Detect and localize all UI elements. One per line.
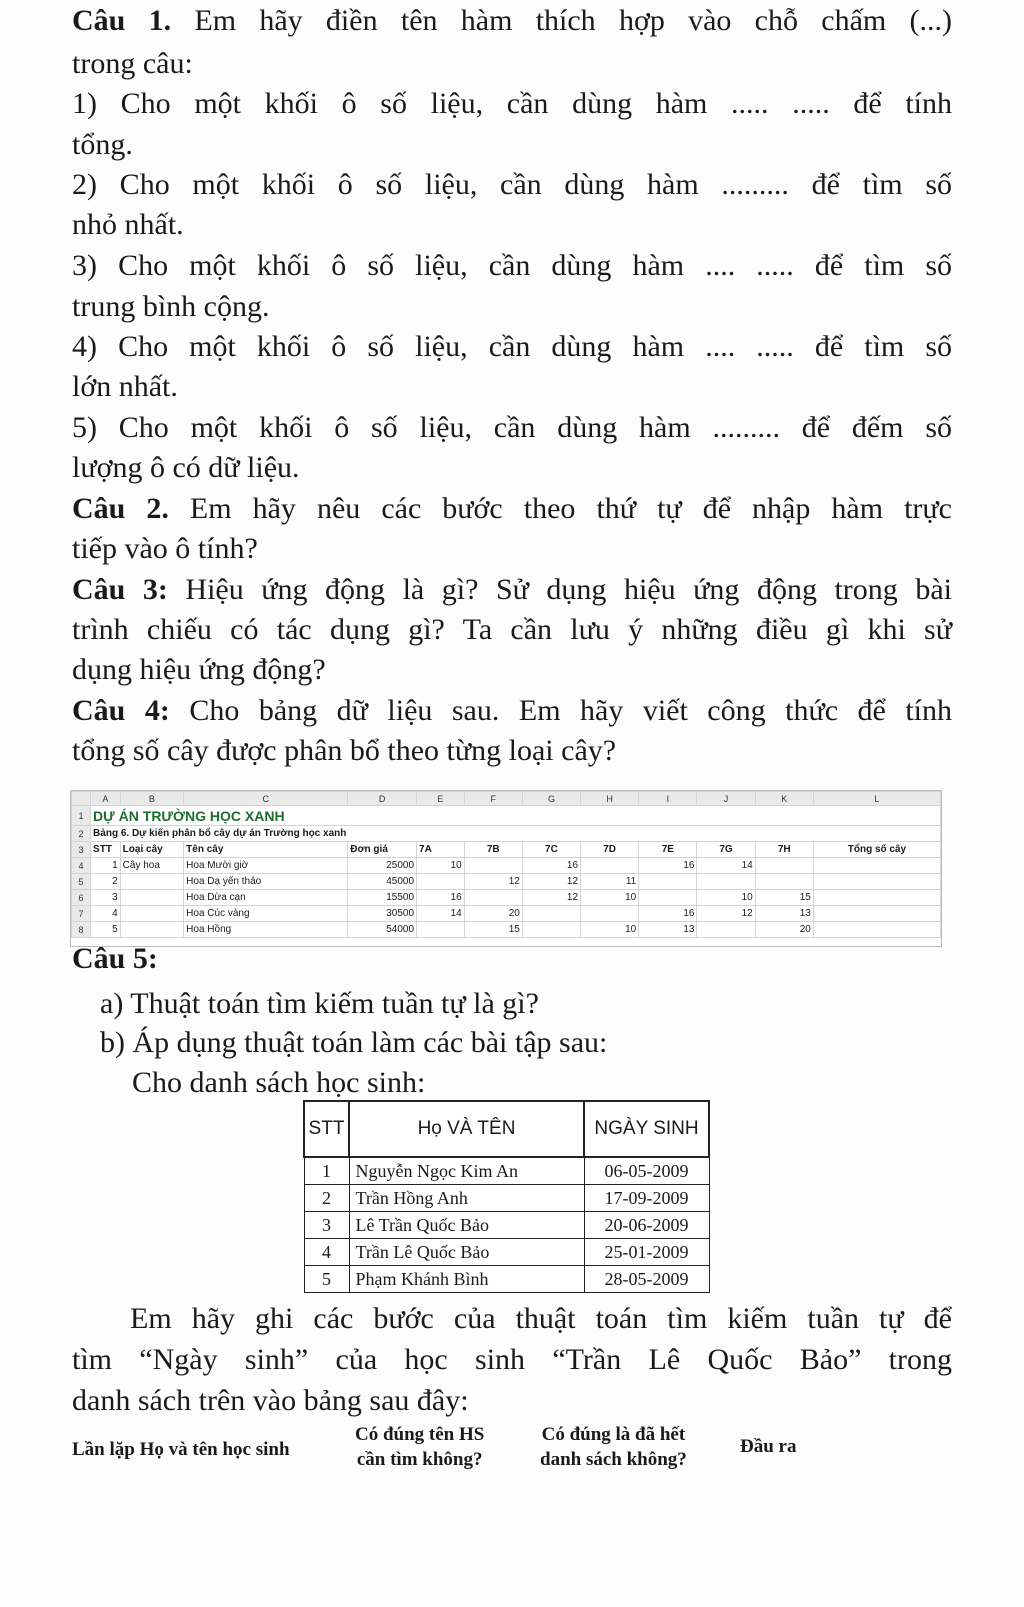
header-cell: 7C bbox=[522, 842, 580, 858]
col-letter: D bbox=[348, 792, 417, 806]
cell-name: Phạm Khánh Bình bbox=[349, 1266, 584, 1293]
cell bbox=[697, 922, 755, 938]
q1-text: Em hãy điền tên hàm thích hợp vào chỗ chấm (...) bbox=[194, 4, 952, 37]
cell: 16 bbox=[639, 906, 697, 922]
student-table-header bbox=[304, 1101, 709, 1157]
header-cell: 7B bbox=[464, 842, 522, 858]
table-row bbox=[304, 1239, 709, 1266]
header-end-line2: danh sách không? bbox=[540, 1449, 687, 1470]
text-line: tổng số cây được phân bổ theo từng loại cây? bbox=[72, 734, 617, 767]
cell: 16 bbox=[522, 858, 580, 874]
text-line: trong câu: bbox=[72, 47, 193, 80]
col-letter: E bbox=[417, 792, 465, 806]
cell-stt: 5 bbox=[304, 1266, 349, 1293]
text-line: lượng ô có dữ liệu. bbox=[72, 451, 300, 484]
table-row bbox=[304, 1266, 709, 1293]
cell: 12 bbox=[697, 906, 755, 922]
cell-birthdate: 06-05-2009 bbox=[584, 1157, 709, 1185]
cell: 15500 bbox=[348, 890, 417, 906]
cell: 15 bbox=[755, 890, 813, 906]
col-letter: C bbox=[184, 792, 348, 806]
cell: 3 bbox=[91, 890, 121, 906]
cell: 12 bbox=[522, 890, 580, 906]
sheet-row bbox=[72, 806, 941, 826]
cell bbox=[813, 858, 940, 874]
text-line: dụng hiệu ứng động? bbox=[72, 653, 326, 686]
text-line: 5) Cho một khối ô số liệu, cần dùng hàm ......... để đếm số bbox=[72, 411, 952, 444]
col-letter: H bbox=[581, 792, 639, 806]
cell: 2 bbox=[91, 874, 121, 890]
cell bbox=[464, 858, 522, 874]
row-number: 4 bbox=[72, 858, 91, 874]
row-number: 7 bbox=[72, 906, 91, 922]
q1-label: Câu 1. bbox=[72, 4, 172, 37]
header-match-line2: cần tìm không? bbox=[356, 1449, 483, 1470]
cell: 14 bbox=[697, 858, 755, 874]
cell: 30500 bbox=[348, 906, 417, 922]
text-line: trung bình cộng. bbox=[72, 290, 270, 323]
cell bbox=[120, 874, 184, 890]
sheet-row bbox=[72, 826, 941, 842]
text-line: tìm “Ngày sinh” của học sinh “Trần Lê Quốc Bảo” trong bbox=[72, 1343, 952, 1376]
cell bbox=[581, 858, 639, 874]
cell: 20 bbox=[464, 906, 522, 922]
cell bbox=[639, 874, 697, 890]
question-label: Câu 2. bbox=[72, 492, 169, 525]
cell-stt: 3 bbox=[304, 1212, 349, 1239]
cell: 25000 bbox=[348, 858, 417, 874]
text-line: tổng. bbox=[72, 128, 133, 161]
cell: 10 bbox=[581, 922, 639, 938]
cell bbox=[755, 858, 813, 874]
cell-birthdate: 25-01-2009 bbox=[584, 1239, 709, 1266]
cell-birthdate: 20-06-2009 bbox=[584, 1212, 709, 1239]
cell: 15 bbox=[464, 922, 522, 938]
cell bbox=[417, 922, 465, 938]
question-1-title bbox=[72, 2, 952, 40]
cell: 13 bbox=[755, 906, 813, 922]
sheet-column-header-row bbox=[72, 792, 941, 806]
cell bbox=[813, 906, 940, 922]
text-line: Cho danh sách học sinh: bbox=[132, 1066, 426, 1099]
text-line: 2) Cho một khối ô số liệu, cần dùng hàm ......... để tìm số bbox=[72, 168, 952, 201]
row-number: 8 bbox=[72, 922, 91, 938]
sheet-row bbox=[72, 906, 941, 922]
cell-name: Trần Hồng Anh bbox=[349, 1185, 584, 1212]
cell-name: Lê Trần Quốc Bảo bbox=[349, 1212, 584, 1239]
header-loop bbox=[72, 1437, 290, 1462]
cell-birthdate: 17-09-2009 bbox=[584, 1185, 709, 1212]
cell: 10 bbox=[417, 858, 465, 874]
text-line: b) Áp dụng thuật toán làm các bài tập sau: bbox=[100, 1026, 608, 1059]
header-cell: Đơn giá bbox=[348, 842, 417, 858]
table-row bbox=[304, 1212, 709, 1239]
header-cell: 7G bbox=[697, 842, 755, 858]
text-line: Em hãy ghi các bước của thuật toán tìm kiếm tuần tự để bbox=[130, 1302, 952, 1335]
header-cell: Tổng số cây bbox=[813, 842, 940, 858]
cell-stt: 4 bbox=[304, 1239, 349, 1266]
cell-birthdate: 28-05-2009 bbox=[584, 1266, 709, 1293]
header-cell: Tên cây bbox=[184, 842, 348, 858]
spreadsheet-image bbox=[70, 790, 942, 947]
text-line: lớn nhất. bbox=[72, 370, 178, 403]
row-number: 6 bbox=[72, 890, 91, 906]
text-line: tiếp vào ô tính? bbox=[72, 532, 258, 565]
cell-stt: 1 bbox=[304, 1157, 349, 1185]
cell: 45000 bbox=[348, 874, 417, 890]
cell: 12 bbox=[464, 874, 522, 890]
cell: 5 bbox=[91, 922, 121, 938]
cell: Hoa Dừa cạn bbox=[184, 890, 348, 906]
text-line: trình chiếu có tác dụng gì? Ta cần lưu ý những điều gì khi sử bbox=[72, 613, 952, 646]
sheet-corner bbox=[72, 792, 91, 806]
col-letter: F bbox=[464, 792, 522, 806]
table-row bbox=[304, 1157, 709, 1185]
col-letter: I bbox=[639, 792, 697, 806]
cell bbox=[522, 922, 580, 938]
sheet-row bbox=[72, 922, 941, 938]
header-cell: NGÀY SINH bbox=[584, 1101, 709, 1157]
question-2-title: Câu 2. Em hãy nêu các bước theo thứ tự để nhập hàm trực bbox=[72, 492, 952, 525]
cell: 11 bbox=[581, 874, 639, 890]
col-letter: L bbox=[813, 792, 940, 806]
cell: 13 bbox=[639, 922, 697, 938]
table-row bbox=[304, 1185, 709, 1212]
cell: 54000 bbox=[348, 922, 417, 938]
cell: 20 bbox=[755, 922, 813, 938]
student-table bbox=[303, 1100, 710, 1293]
header-match bbox=[355, 1422, 484, 1472]
cell: 10 bbox=[697, 890, 755, 906]
cell bbox=[120, 922, 184, 938]
cell bbox=[813, 874, 940, 890]
sheet-row bbox=[72, 858, 941, 874]
row-number: 1 bbox=[72, 806, 91, 826]
text-line: a) Thuật toán tìm kiếm tuần tự là gì? bbox=[100, 987, 539, 1020]
col-letter: A bbox=[91, 792, 121, 806]
text-line: danh sách trên vào bảng sau đây: bbox=[72, 1384, 469, 1417]
header-end-line1: Có đúng là đã hết bbox=[541, 1424, 686, 1445]
row-number: 3 bbox=[72, 842, 91, 858]
header-output: Đầu ra bbox=[740, 1436, 797, 1457]
cell: Hoa Dạ yến thảo bbox=[184, 874, 348, 890]
text-line: nhỏ nhất. bbox=[72, 208, 184, 241]
sheet-header-row bbox=[72, 842, 941, 858]
sheet-row bbox=[72, 890, 941, 906]
question-label: Câu 3: bbox=[72, 573, 168, 606]
cell-stt: 2 bbox=[304, 1185, 349, 1212]
header-cell: Loại cây bbox=[120, 842, 184, 858]
cell: 12 bbox=[522, 874, 580, 890]
cell: 14 bbox=[417, 906, 465, 922]
header-cell: STT bbox=[91, 842, 121, 858]
cell bbox=[522, 906, 580, 922]
header-match-line1: Có đúng tên HS bbox=[355, 1424, 485, 1445]
cell: 10 bbox=[581, 890, 639, 906]
cell bbox=[120, 906, 184, 922]
cell bbox=[417, 874, 465, 890]
cell bbox=[755, 874, 813, 890]
cell: 16 bbox=[639, 858, 697, 874]
cell: 16 bbox=[417, 890, 465, 906]
cell bbox=[120, 890, 184, 906]
header-cell: 7A bbox=[417, 842, 465, 858]
header-cell: 7E bbox=[639, 842, 697, 858]
sheet-row bbox=[72, 874, 941, 890]
row-number: 2 bbox=[72, 826, 91, 842]
col-letter: B bbox=[120, 792, 184, 806]
question-5-title: Câu 5: bbox=[72, 942, 158, 975]
header-loop-label: Lần lặp bbox=[72, 1439, 135, 1460]
sheet-subtitle: Bảng 6. Dự kiến phân bổ cây dự án Trường học xanh bbox=[91, 826, 941, 842]
cell bbox=[813, 922, 940, 938]
row-number: 5 bbox=[72, 874, 91, 890]
question-4-title: Câu 4: Cho bảng dữ liệu sau. Em hãy viết công thức để tính bbox=[72, 694, 953, 727]
question-3-title: Câu 3: Hiệu ứng động là gì? Sử dụng hiệu ứng động trong bài bbox=[72, 573, 952, 606]
header-cell: STT bbox=[304, 1101, 349, 1157]
question-label: Câu 4: bbox=[72, 694, 170, 727]
col-letter: K bbox=[755, 792, 813, 806]
col-letter: G bbox=[522, 792, 580, 806]
cell bbox=[697, 874, 755, 890]
text-line: 4) Cho một khối ô số liệu, cần dùng hàm .... ..... để tìm số bbox=[72, 330, 952, 363]
cell: Cây hoa bbox=[120, 858, 184, 874]
text-line: 1) Cho một khối ô số liệu, cần dùng hàm ..... ..... để tính bbox=[72, 87, 952, 120]
header-cell: Họ VÀ TÊN bbox=[349, 1101, 584, 1157]
sheet-title: DỰ ÁN TRƯỜNG HỌC XANH bbox=[91, 806, 941, 826]
header-name-label: Họ và tên học sinh bbox=[139, 1439, 290, 1460]
cell: 1 bbox=[91, 858, 121, 874]
cell bbox=[464, 890, 522, 906]
cell: Hoa Cúc vàng bbox=[184, 906, 348, 922]
header-end bbox=[540, 1422, 687, 1472]
cell bbox=[581, 906, 639, 922]
header-cell: 7H bbox=[755, 842, 813, 858]
cell: Hoa Hồng bbox=[184, 922, 348, 938]
col-letter: J bbox=[697, 792, 755, 806]
text-line: 3) Cho một khối ô số liệu, cần dùng hàm .... ..... để tìm số bbox=[72, 249, 952, 282]
cell-name: Trần Lê Quốc Bảo bbox=[349, 1239, 584, 1266]
cell: 4 bbox=[91, 906, 121, 922]
cell bbox=[813, 890, 940, 906]
header-cell: 7D bbox=[581, 842, 639, 858]
cell: Hoa Mười giờ bbox=[184, 858, 348, 874]
cell bbox=[639, 890, 697, 906]
cell-name: Nguyễn Ngọc Kim An bbox=[349, 1157, 584, 1185]
